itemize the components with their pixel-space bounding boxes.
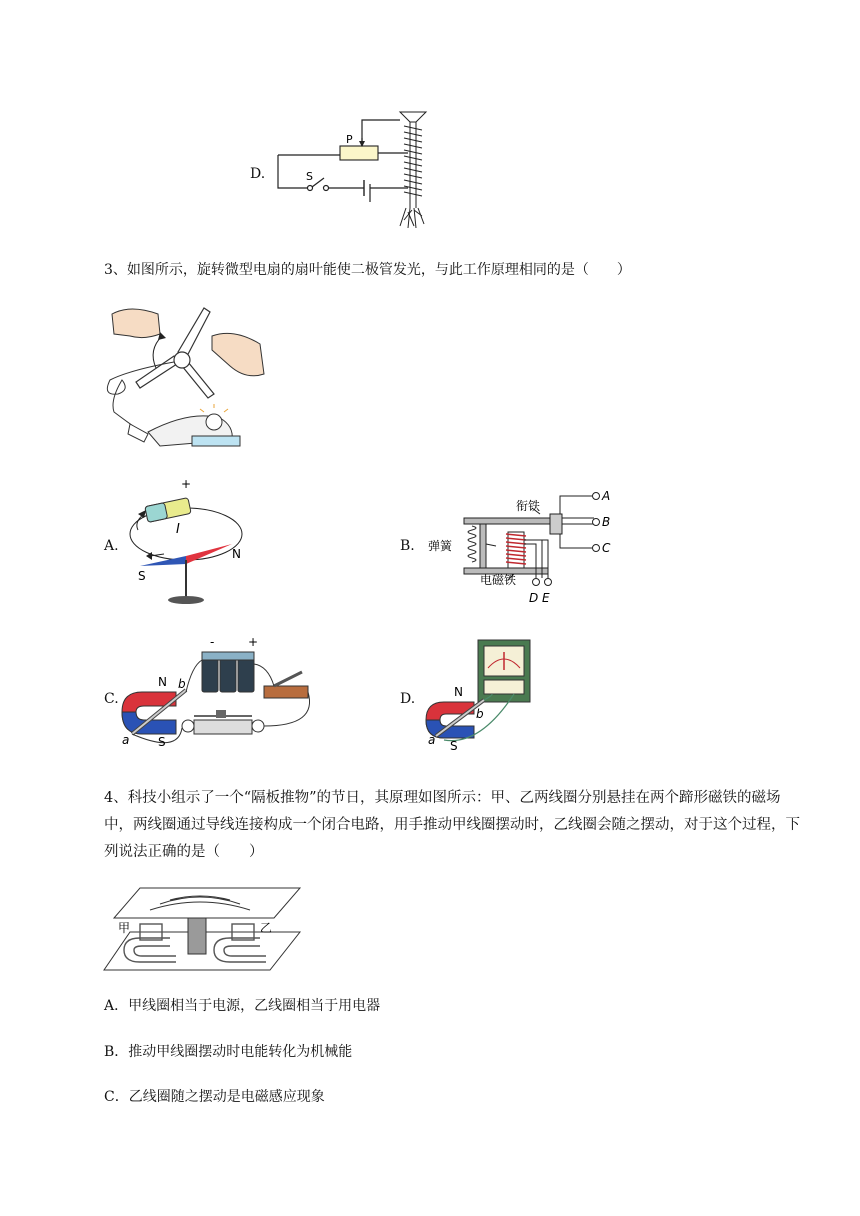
rheostat-box — [340, 146, 378, 160]
q2-option-d-circuit-figure — [270, 108, 440, 233]
q3-fan-led-figure — [100, 300, 270, 460]
needle-s-label: S — [138, 569, 146, 583]
armature-label: 衔铁 — [516, 499, 541, 513]
q4-option-c: C．乙线圈随之摆动是电磁感应现象 — [104, 1089, 325, 1105]
q3-option-c-figure — [118, 636, 328, 760]
needle-n-label: N — [232, 547, 241, 561]
q4-partition-figure — [100, 884, 310, 974]
q4-option-a: A．甲线圈相当于电源，乙线圈相当于用电器 — [104, 998, 381, 1014]
question-3-stem: 3、如图所示，旋转微型电扇的扇叶能使二极管发光，与此工作原理相同的是（ ） — [104, 262, 631, 278]
terminal-a-label: A — [602, 489, 611, 503]
q3-option-d-label: D. — [400, 691, 416, 707]
led-base-board — [192, 436, 240, 446]
rod-b-label-d: b — [476, 707, 484, 721]
switch-s-label: S — [306, 170, 313, 183]
terminal-c-label: C — [602, 541, 611, 555]
q3-option-d-figure — [420, 636, 540, 760]
q2-option-d-label: D. — [250, 166, 266, 182]
q3-option-a-label: A. — [104, 538, 119, 554]
magnet-n-label-c: N — [158, 675, 167, 689]
current-i-label: I — [176, 522, 180, 537]
rod-a-label-c: a — [122, 733, 130, 747]
q3-option-c-label: C. — [104, 691, 119, 707]
coil-jia-label: 甲 — [118, 921, 131, 935]
q3-option-b-relay-figure — [424, 482, 624, 612]
terminal-d-label: D — [529, 591, 539, 605]
electromagnet-label: 电磁铁 — [480, 573, 517, 587]
battery-plus-label: + — [181, 477, 192, 491]
rod-b-label-c: b — [178, 677, 186, 691]
q4-option-b: B．推动甲线圈摆动时电能转化为机械能 — [104, 1044, 353, 1060]
terminal-e-label: E — [542, 591, 550, 605]
battery-minus-label: - — [210, 635, 215, 649]
coil-yi-label: 乙 — [260, 921, 273, 935]
magnet-s-label-d: S — [450, 739, 458, 753]
magnet-n-label-d: N — [454, 685, 463, 699]
terminal-b-label: B — [602, 515, 611, 529]
magnet-s-label-c: S — [158, 735, 166, 749]
spring-label: 弹簧 — [428, 539, 453, 553]
q3-option-a-figure — [120, 477, 250, 610]
battery-plus-label-c: + — [248, 635, 259, 649]
rheostat-p-label: P — [346, 133, 353, 146]
q3-option-b-label: B. — [400, 538, 415, 554]
rod-a-label-d: a — [428, 733, 436, 747]
question-4-stem: 4、科技小组示了一个“隔板推物”的节日，其原理如图所示：甲、乙两线圈分别悬挂在两个蹄形磁铁的磁场中，两线圈通过导线连接构成一个闭合电路，用手推动甲线圈摆动时，乙线圈会随之摆动，对于这个过程，下列说法正确的是（ ） — [104, 790, 800, 860]
